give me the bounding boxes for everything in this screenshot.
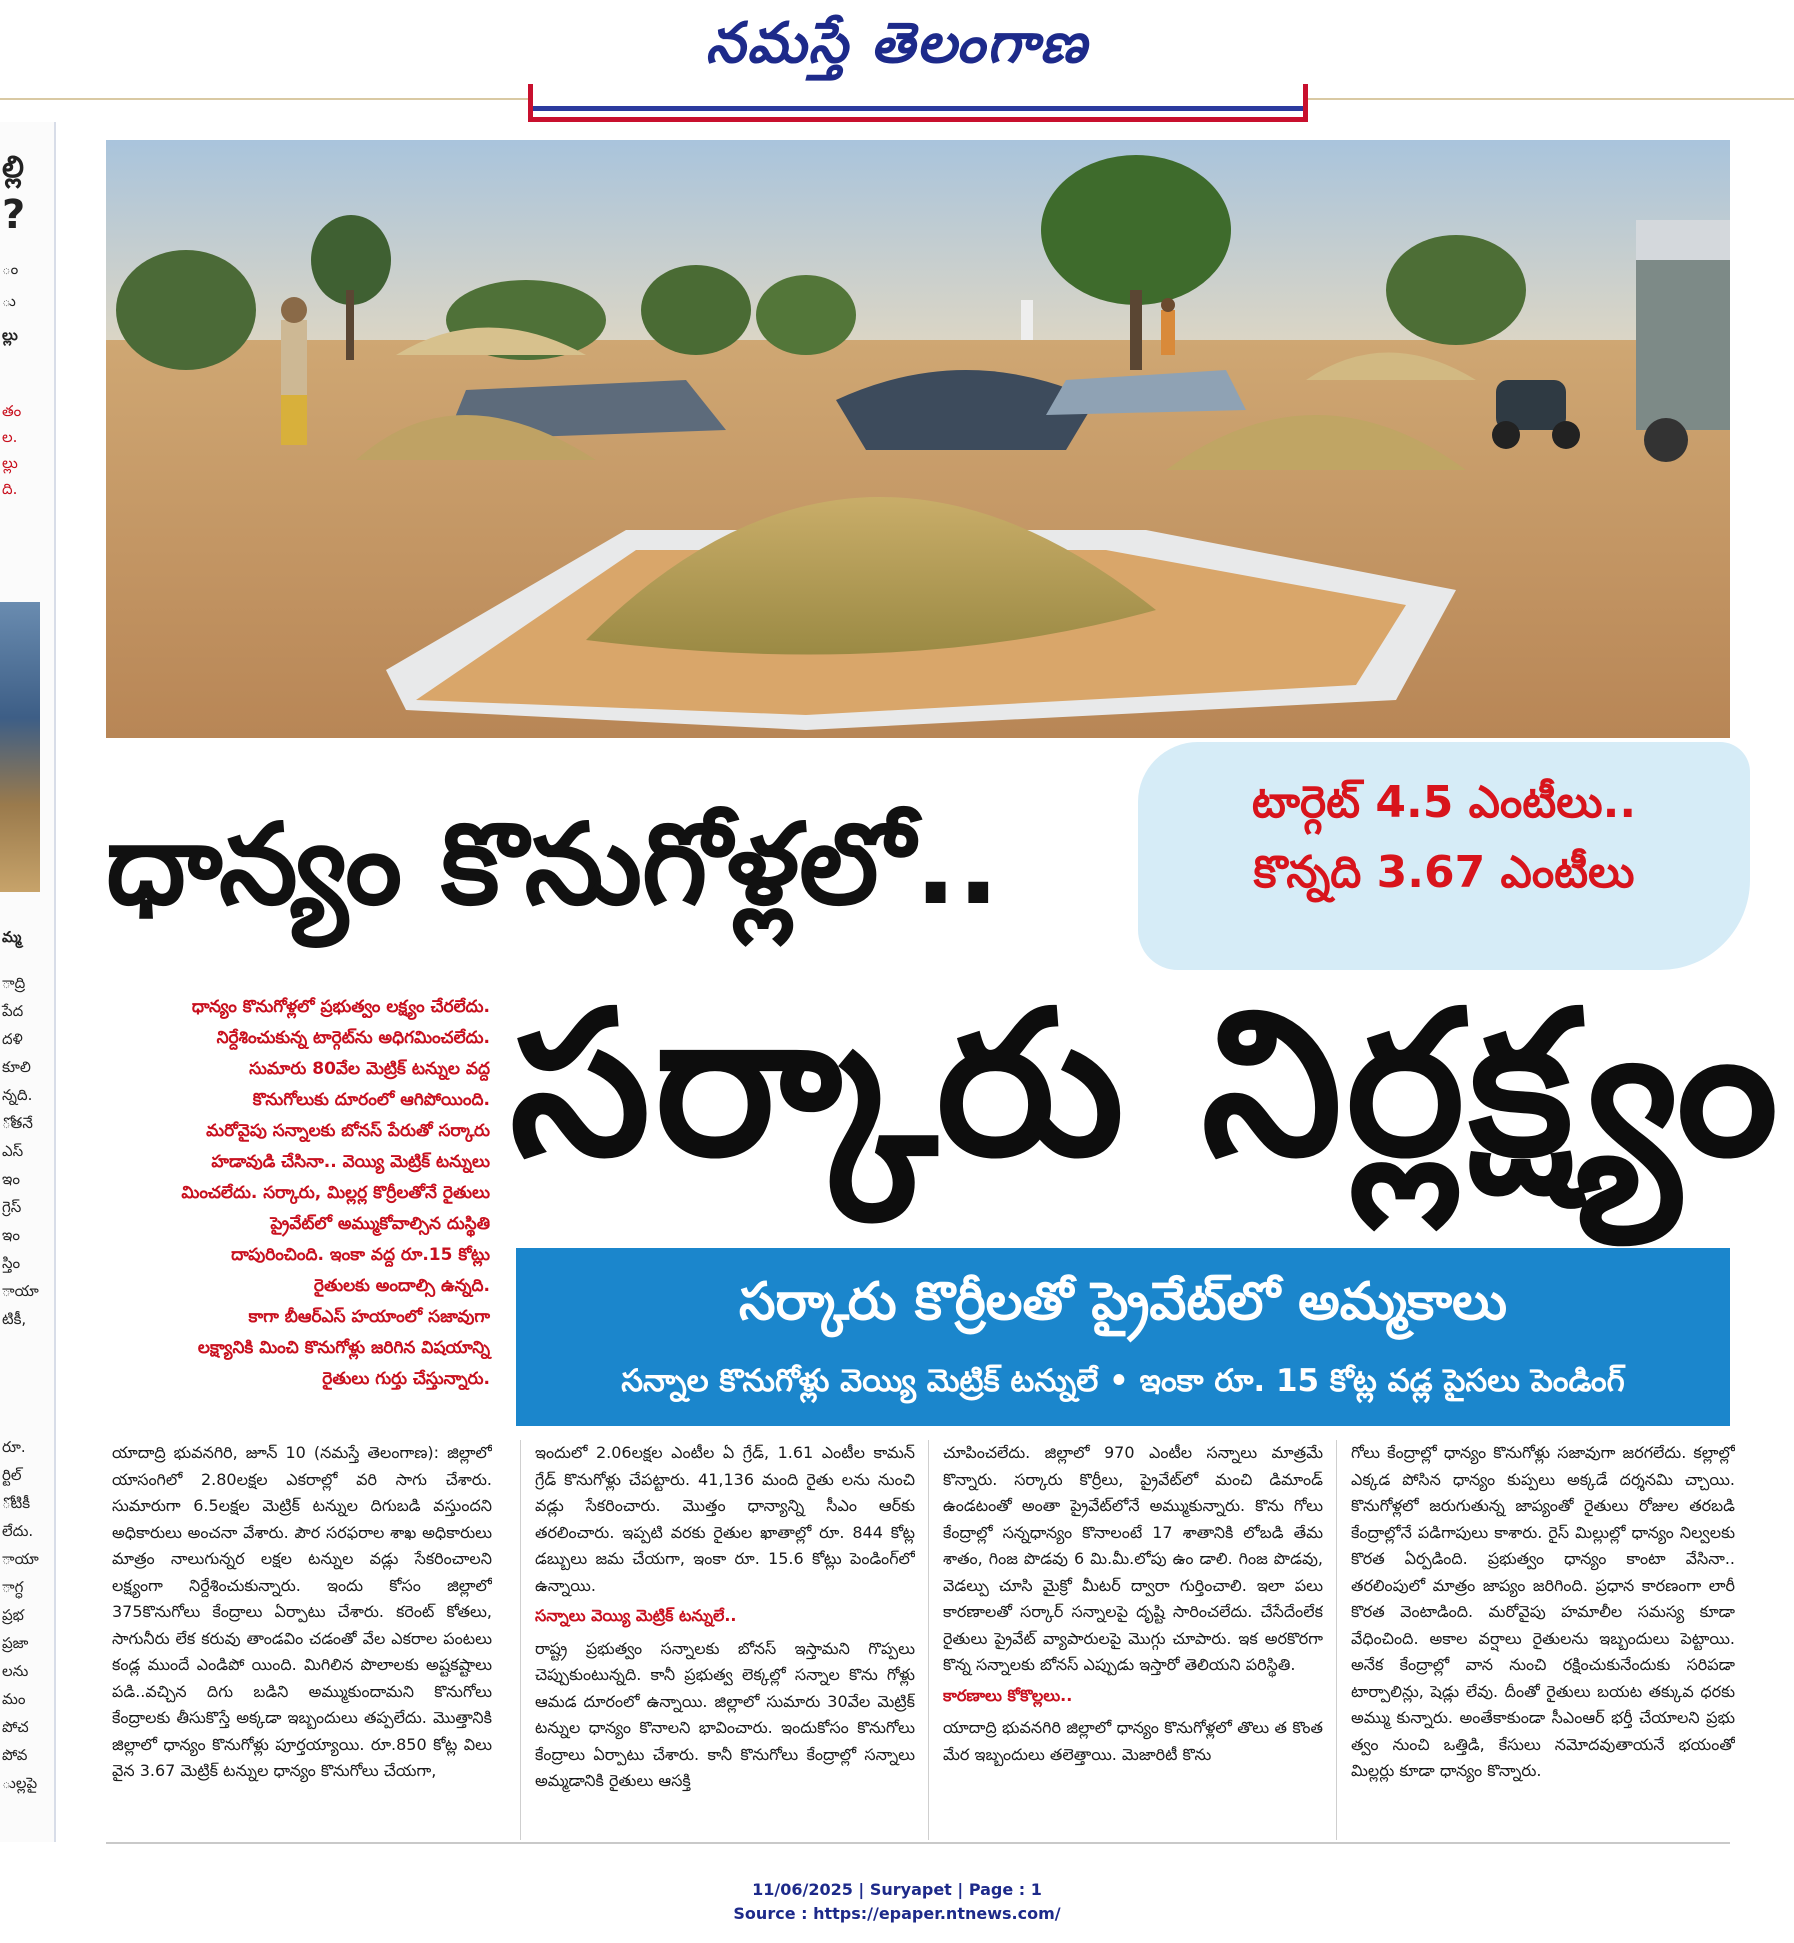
left-fragment: ఎస్: [2, 1142, 24, 1160]
subheading: కారణాలు కోకొల్లలు..: [943, 1685, 1073, 1705]
left-fragment: ప్రభ: [2, 1606, 24, 1624]
body-paragraph: గోలు కేంద్రాల్లో ధాన్యం కొనుగోళ్లు సజావుగా జరగలేదు. కల్లాల్లో ఎక్కడ పోసిన ధాన్యం కుప్పలు అక్కడే దర్శనమి చ్చాయి. కొనుగోళ్లలో జరుగుతున్న జాప్యంతో రైతులు రోజుల తరబడి కేంద్రాల్లోనే పడిగాపులు కాశారు. రైస్ మిల్లుల్లో ధాన్యం నిల్వలకు కొరత ఏర్పడింది. ప్రభుత్వం ధాన్యం కాంటా వేసినా.. తరలింపులో మాత్రం జాప్యం జరిగింది. ప్రధాన కారణంగా లారీ కొరత వెంటాడింది. మరోవైపు హమాలీల సమస్య కూడా వేధించింది. అకాల వర్షాలు రైతులను ఇబ్బందులు పెట్టాయి. అనేక కేంద్రాల్లో వాన నుంచి రక్షించుకునేందుకు సరిపడా టార్పాలిన్లు, షెడ్లు లేవు. దీంతో రైతులు బయట తక్కువ ధరకు అమ్ము కున్నారు. అంతేకాకుండా సీఎంఆర్ భర్తీ చేయాలని ప్రభు త్వం నుంచి ఒత్తిడి, కేసులు నమోదవుతాయనే భయంతో మిల్లర్లు కూడా ధాన్యం కొన్నారు.: [1351, 1443, 1735, 1780]
footer-source-link[interactable]: Source : https://epaper.ntnews.com/: [733, 1904, 1061, 1923]
left-fragment: ఇం: [2, 1170, 20, 1188]
left-fragment: ప్రజా: [2, 1634, 29, 1652]
left-fragment: ?: [2, 192, 26, 238]
summary-line: రైతులు గుర్తు చేస్తున్నారు.: [322, 1369, 490, 1389]
left-fragment: ోటికీ: [2, 1494, 31, 1512]
left-fragment: పోవ: [2, 1746, 28, 1764]
banner-main-text: సర్కారు కొర్రీలతో ప్రైవేట్‌లో అమ్మకాలు: [739, 1272, 1507, 1332]
left-fragment: ాగ్ధ: [2, 1578, 24, 1596]
paddy-drying-photo: [106, 140, 1730, 738]
left-fragment: లను: [2, 1662, 29, 1680]
headline-line-1: ధాన్యం కొనుగోళ్లలో..: [106, 800, 1000, 930]
left-fragment: పేద: [2, 1002, 24, 1020]
summary-line: దాపురించింది. ఇంకా వద్ద రూ.15 కోట్లు: [231, 1245, 490, 1265]
left-photo: [0, 602, 40, 892]
left-fragment: ఇం: [2, 1226, 20, 1244]
highlight-callout: [1138, 742, 1750, 970]
summary-line: సుమారు 80వేల మెట్రిక్ టన్నుల వద్ద: [249, 1059, 490, 1079]
summary-block: [100, 996, 490, 1416]
left-fragment: న్నది.: [2, 1086, 33, 1104]
subheadline-banner: [516, 1248, 1730, 1426]
body-column-2: [520, 1440, 915, 1840]
summary-line: రైతులకు అందాల్సి ఉన్నది.: [313, 1276, 490, 1296]
summary-line: కొనుగోలుకు దూరంలో ఆగిపోయింది.: [252, 1090, 490, 1110]
left-fragment: కూలి: [2, 1058, 31, 1076]
left-fragment: స్తిం: [2, 1254, 21, 1272]
left-fragment: తం: [2, 402, 22, 420]
left-fragment: పోచ: [2, 1718, 29, 1736]
body-paragraph: యాదాద్రి భువనగిరి జిల్లాలో ధాన్యం కొనుగోళ్లలో తొలు త కొంత మేర ఇబ్బందులు తలెత్తాయి. మెజారిటీ కొను: [943, 1718, 1323, 1764]
body-column-3: [928, 1440, 1323, 1840]
body-paragraph: ఇందులో 2.06లక్షల ఎంటీల ఏ గ్రేడ్, 1.61 ఎంటీల కామన్ గ్రేడ్ కొనుగోళ్లు చేపట్టారు. 41,136 మంది రైతు లను నుంచి వడ్లు సేకరించారు. మొత్తం ధాన్యాన్ని సీఎం ఆర్‌కు తరలించారు. ఇప్పటి వరకు రైతుల ఖాతాల్లో రూ. 844 కోట్ల డబ్బులు జమ చేయగా, ఇంకా రూ. 15.6 కోట్లు పెండింగ్‌లో ఉన్నాయి.: [535, 1443, 915, 1595]
subheading: సన్నాలు వెయ్యి మెట్రిక్ టన్నులే..: [535, 1606, 737, 1625]
body-paragraph: యాదాద్రి భువనగిరి, జూన్ 10 (నమస్తే తెలంగాణ): జిల్లాలో యాసంగిలో 2.80లక్షల ఎకరాల్లో వరి సాగు చేశారు. సుమారుగా 6.5లక్షల మెట్రిక్ టన్నుల దిగుబడి వస్తుందని అధికారులు అంచనా వేశారు. పౌర సరఫరాల శాఖ అధికారులు మాత్రం నాలుగున్నర లక్షల టన్నుల వడ్లు సేకరించాలని లక్ష్యంగా నిర్దేశించుకున్నారు. ఇందు కోసం జిల్లాలో 375కొనుగోలు కేంద్రాలు ఏర్పాటు చేశారు. కరెంట్ కోతలు, సాగునీరు లేక కరువు తాండవిం చడంతో వేల ఎకరాల పంటలు కండ్ల ముందే ఎండిపో యింది. మిగిలిన పొలాలకు అష్టకష్టాలు పడి..వచ్చిన దిగు బడిని అమ్ముకుందామని కొనుగోలు కేంద్రాలకు తీసుకొస్తే అక్కడా ఇబ్బందులు తప్పలేదు. మొత్తానికి జిల్లాలో ధాన్యం కొనుగోళ్లు పూర్తయ్యాయి. రూ.850 కోట్ల విలు వైన 3.67 మెట్రిక్ టన్నుల ధాన్యం కొనుగోలు చేయగా,: [112, 1443, 492, 1780]
left-fragment: ోతనే: [2, 1114, 33, 1132]
body-column-1: [112, 1440, 492, 1840]
headline-line-2: సర్కారు నిర్లక్ష్యం: [510, 968, 1783, 1201]
left-fragment: ల్లి: [2, 150, 24, 185]
banner-sub-text: సన్నాల కొనుగోళ్లు వెయ్యి మెట్రిక్ టన్నులే • ఇంకా రూ. 15 కోట్ల వడ్ల పైసలు పెండింగ్: [621, 1363, 1625, 1399]
left-fragment: ుల్లపై: [2, 1774, 38, 1792]
body-paragraph: చూపించలేదు. జిల్లాలో 970 ఎంటీల సన్నాలు మాత్రమే కొన్నారు. సర్కారు కొర్రీలు, ప్రైవేట్‌లో మంచి డిమాండ్ ఉండటంతో అంతా ప్రైవేట్‌లోనే అమ్ముకున్నారు. కొను గోలు కేంద్రాల్లో సన్నధాన్యం కొనాలంటే 17 శాతానికి లోబడి తేమ శాతం, గింజ పొడవు 6 మి.మీ.లోపు ఉం డాలి. గింజ పొడవు, వెడల్పు చూసి మైక్రో మీటర్ ద్వారా గుర్తించాలి. ఇలా పలు కారణాలతో సర్కార్ సన్నాలపై దృష్టి సారించలేదు. చేసేదేంలేక రైతులు ప్రైవేట్ వ్యాపారులపై మొగ్గు చూపారు. ఇక అరకొరగా కొన్న సన్నాలకు బోనస్ ఎప్పుడు ఇస్తారో తెలియని పరిస్థితి.: [943, 1443, 1323, 1674]
summary-line: మించలేదు. సర్కారు, మిల్లర్ల కొర్రీలతోనే రైతులు: [181, 1183, 490, 1203]
bottom-rule: [106, 1842, 1730, 1844]
summary-line: హడావుడి చేసినా.. వెయ్యి మెట్రిక్ టన్నులు: [211, 1152, 490, 1172]
left-fragment: ల.: [2, 428, 18, 446]
summary-line: కాగా బీఆర్ఎస్ హయాంలో సజావుగా: [248, 1307, 490, 1327]
summary-line: నిర్దేశించుకున్న టార్గెట్‌ను అధిగమించలేదు.: [216, 1028, 490, 1048]
newspaper-logo: నమస్తే తెలంగాణ: [705, 11, 1089, 76]
left-fragment: ల్లు: [2, 326, 18, 344]
left-fragment: టికీ,: [2, 1310, 27, 1328]
left-fragment: దళి: [2, 1030, 23, 1048]
highlight-achieved: కొన్నది 3.67 ఎంటీలు: [1253, 847, 1635, 898]
left-fragment: ది.: [2, 480, 18, 498]
left-fragment: ర్టిల్: [2, 1466, 22, 1484]
summary-line: లక్ష్యానికి మించి కొనుగోళ్లు జరిగిన విషయాన్ని: [197, 1338, 490, 1358]
left-fragment: మ్మ: [2, 928, 22, 946]
left-fragment: లేదు.: [2, 1522, 34, 1540]
summary-line: మరోవైపు సన్నాలకు బోనస్ పేరుతో సర్కారు: [206, 1121, 490, 1141]
left-fragment: గ్రెస్: [2, 1198, 22, 1216]
highlight-target: టార్గెట్ 4.5 ఎంటీలు..: [1251, 777, 1637, 828]
masthead-rule-right: [1308, 98, 1794, 100]
adjacent-article-clipped: [0, 122, 56, 1842]
left-fragment: ాద్రి: [2, 974, 26, 992]
left-fragment: ాయా: [2, 1282, 39, 1300]
left-fragment: ం: [2, 260, 19, 278]
footer-edition-info: 11/06/2025 | Suryapet | Page : 1: [752, 1880, 1042, 1899]
left-fragment: ు: [2, 292, 16, 310]
left-fragment: మం: [2, 1690, 26, 1708]
body-column-4: [1336, 1440, 1735, 1840]
body-paragraph: రాష్ట్ర ప్రభుత్వం సన్నాలకు బోనస్ ఇస్తామని గొప్పలు చెప్పుకుంటున్నది. కానీ ప్రభుత్వ లెక్కల్లో సన్నాల కొను గోళ్లు ఆమడ దూరంలో ఉన్నాయి. జిల్లాలో సుమారు 30వేల మెట్రిక్ టన్నుల ధాన్యం కొనాలని భావించారు. ఇందుకోసం కొనుగోలు కేంద్రాలు ఏర్పాటు చేశారు. కానీ కొనుగోలు కేంద్రాల్లో సన్నాలు అమ్మడానికి రైతులు ఆసక్తి: [535, 1638, 915, 1790]
masthead-frame: [528, 84, 1308, 122]
summary-line: ధాన్యం కొనుగోళ్లలో ప్రభుత్వం లక్ష్యం చేరలేదు.: [191, 997, 490, 1017]
masthead-rule-left: [0, 98, 528, 100]
left-fragment: రూ.: [2, 1438, 26, 1456]
left-fragment: ల్లు: [2, 454, 18, 472]
masthead: [0, 0, 1794, 130]
summary-line: ప్రైవేట్‌లో అమ్ముకోవాల్సిన దుస్థితి: [270, 1214, 490, 1234]
left-fragment: ాయా: [2, 1550, 39, 1568]
